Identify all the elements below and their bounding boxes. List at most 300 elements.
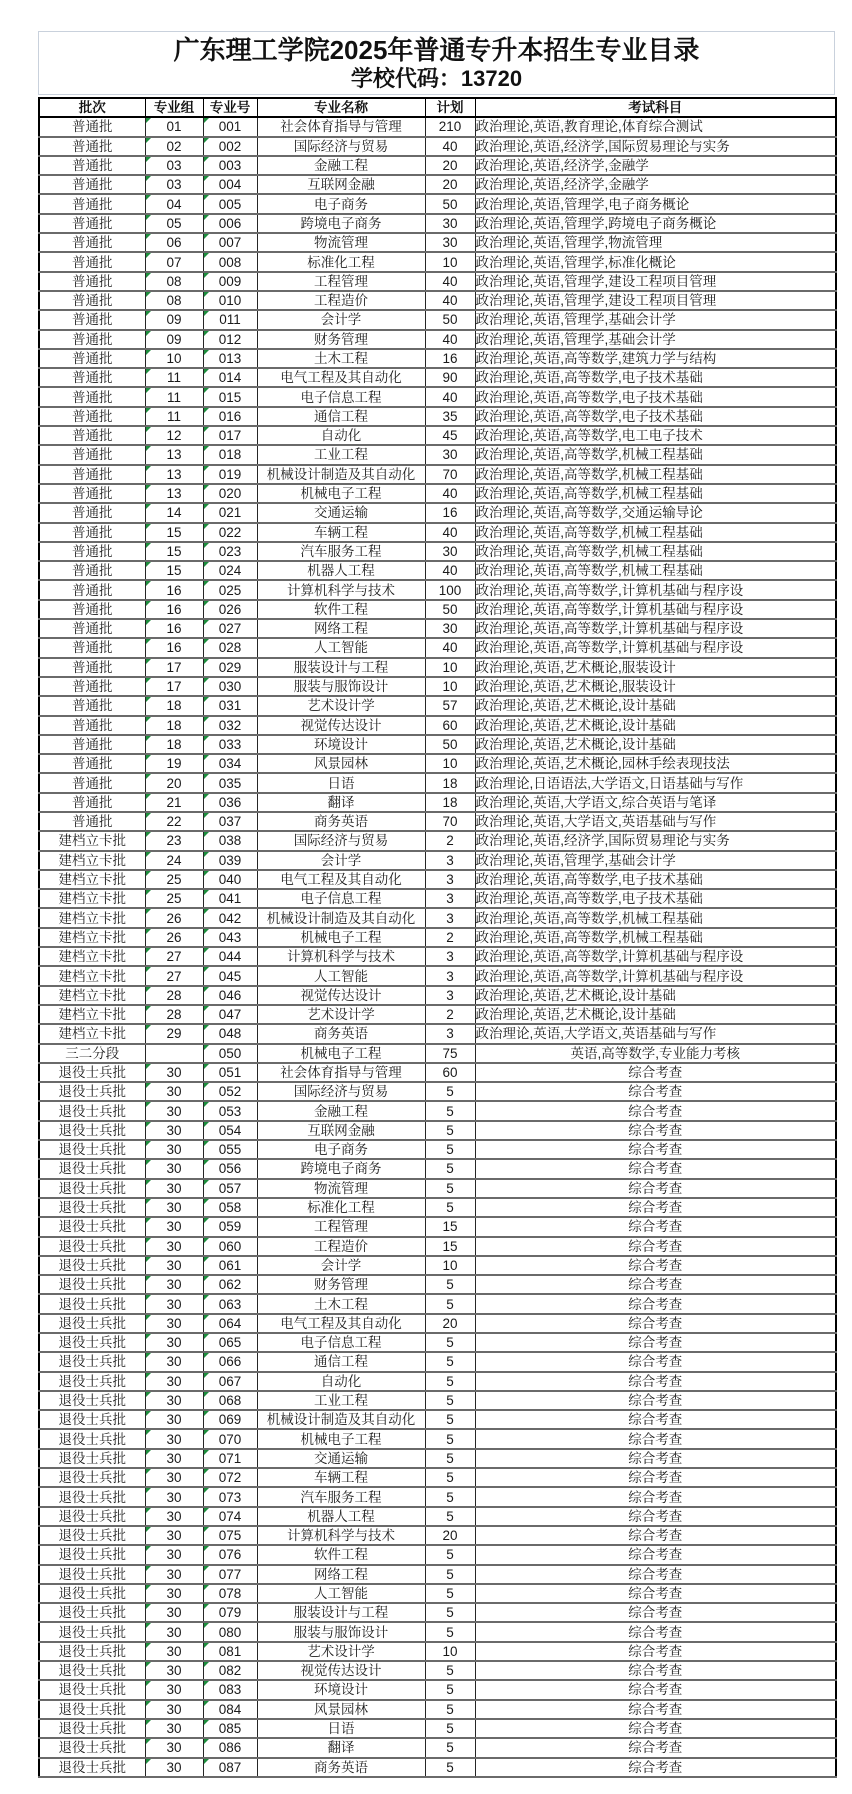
cell-major-number: 054: [203, 1121, 257, 1140]
table-row: [39, 523, 836, 542]
cell-major-number: 038: [203, 831, 257, 850]
cell-batch: 退役士兵批: [39, 1063, 145, 1082]
cell-major-group: 18: [145, 716, 203, 735]
cell-batch: 普通批: [39, 156, 145, 175]
cell-major-name: 商务英语: [257, 812, 425, 831]
cell-exam-subjects: 综合考查: [475, 1719, 836, 1738]
excel-flag-triangle-icon: [204, 1295, 209, 1300]
cell-plan: 5: [425, 1333, 475, 1352]
catalog-table: [38, 97, 837, 1778]
excel-flag-triangle-icon: [204, 678, 209, 683]
excel-flag-triangle-icon: [204, 273, 209, 278]
excel-flag-triangle-icon: [146, 331, 151, 336]
cell-plan: 20: [425, 156, 475, 175]
cell-batch: 退役士兵批: [39, 1507, 145, 1526]
cell-plan: 40: [425, 523, 475, 542]
col-header-major-name: 专业名称: [257, 98, 425, 117]
cell-major-group: 30: [145, 1372, 203, 1391]
excel-flag-triangle-icon: [204, 1720, 209, 1725]
cell-major-number: 023: [203, 542, 257, 561]
cell-plan: 50: [425, 600, 475, 619]
cell-exam-subjects: 政治理论,英语,高等数学,计算机基础与程序设: [475, 600, 836, 619]
table-row: [39, 1179, 836, 1198]
table-row: [39, 1005, 836, 1024]
excel-flag-triangle-icon: [204, 909, 209, 914]
cell-major-number: 076: [203, 1545, 257, 1564]
cell-major-group: 30: [145, 1237, 203, 1256]
cell-batch: 退役士兵批: [39, 1082, 145, 1101]
excel-flag-triangle-icon: [146, 1411, 151, 1416]
table-row: [39, 947, 836, 966]
cell-major-group: 13: [145, 465, 203, 484]
col-header-exam-subjects: 考试科目: [475, 98, 836, 117]
cell-exam-subjects: 政治理论,英语,高等数学,计算机基础与程序设: [475, 619, 836, 638]
excel-flag-triangle-icon: [146, 1623, 151, 1628]
excel-flag-triangle-icon: [204, 1353, 209, 1358]
excel-flag-triangle-icon: [146, 504, 151, 509]
cell-plan: 210: [425, 117, 475, 136]
excel-flag-triangle-icon: [204, 832, 209, 837]
cell-plan: 18: [425, 793, 475, 812]
cell-exam-subjects: 政治理论,英语,高等数学,机械工程基础: [475, 465, 836, 484]
excel-flag-triangle-icon: [204, 1662, 209, 1667]
cell-plan: 30: [425, 233, 475, 252]
cell-batch: 建档立卡批: [39, 986, 145, 1005]
cell-batch: 退役士兵批: [39, 1584, 145, 1603]
table-row: [39, 1044, 836, 1063]
excel-flag-triangle-icon: [146, 253, 151, 258]
cell-major-number: 001: [203, 117, 257, 136]
cell-batch: 退役士兵批: [39, 1487, 145, 1506]
excel-flag-triangle-icon: [146, 1720, 151, 1725]
cell-batch: 普通批: [39, 600, 145, 619]
cell-major-group: 15: [145, 523, 203, 542]
cell-batch: 退役士兵批: [39, 1333, 145, 1352]
table-row: [39, 542, 836, 561]
cell-major-name: 土木工程: [257, 349, 425, 368]
cell-major-number: 006: [203, 214, 257, 233]
cell-batch: 退役士兵批: [39, 1526, 145, 1545]
table-row: [39, 1661, 836, 1680]
excel-flag-triangle-icon: [146, 1450, 151, 1455]
cell-batch: 退役士兵批: [39, 1622, 145, 1641]
cell-plan: 75: [425, 1044, 475, 1063]
cell-exam-subjects: 综合考查: [475, 1622, 836, 1641]
cell-plan: 15: [425, 1237, 475, 1256]
cell-exam-subjects: 综合考查: [475, 1352, 836, 1371]
cell-plan: 5: [425, 1507, 475, 1526]
cell-batch: 普通批: [39, 137, 145, 156]
cell-major-number: 050: [203, 1044, 257, 1063]
cell-major-name: 软件工程: [257, 600, 425, 619]
cell-exam-subjects: 政治理论,英语,大学语文,综合英语与笔译: [475, 793, 836, 812]
cell-exam-subjects: 综合考查: [475, 1603, 836, 1622]
cell-major-number: 060: [203, 1237, 257, 1256]
excel-flag-triangle-icon: [204, 1025, 209, 1030]
excel-flag-triangle-icon: [146, 755, 151, 760]
cell-exam-subjects: 综合考查: [475, 1429, 836, 1448]
cell-batch: 普通批: [39, 349, 145, 368]
cell-batch: 退役士兵批: [39, 1545, 145, 1564]
cell-major-group: 03: [145, 175, 203, 194]
excel-flag-triangle-icon: [146, 620, 151, 625]
cell-major-group: 30: [145, 1333, 203, 1352]
cell-plan: 40: [425, 330, 475, 349]
cell-plan: 3: [425, 966, 475, 985]
table-row: [39, 1468, 836, 1487]
excel-flag-triangle-icon: [146, 292, 151, 297]
cell-major-group: 05: [145, 214, 203, 233]
excel-flag-triangle-icon: [204, 1450, 209, 1455]
cell-major-name: 商务英语: [257, 1758, 425, 1777]
excel-flag-triangle-icon: [204, 331, 209, 336]
cell-batch: 普通批: [39, 793, 145, 812]
cell-major-number: 039: [203, 851, 257, 870]
col-header-plan: 计划: [425, 98, 475, 117]
cell-major-name: 汽车服务工程: [257, 542, 425, 561]
cell-major-group: 30: [145, 1545, 203, 1564]
cell-plan: 40: [425, 137, 475, 156]
table-row: [39, 1237, 836, 1256]
excel-flag-triangle-icon: [204, 427, 209, 432]
cell-major-group: 19: [145, 754, 203, 773]
cell-exam-subjects: 政治理论,英语,高等数学,机械工程基础: [475, 445, 836, 464]
cell-major-number: 055: [203, 1140, 257, 1159]
cell-plan: 40: [425, 291, 475, 310]
cell-major-name: 软件工程: [257, 1545, 425, 1564]
cell-major-name: 交通运输: [257, 503, 425, 522]
cell-major-group: 30: [145, 1314, 203, 1333]
table-row: [39, 368, 836, 387]
cell-major-number: 007: [203, 233, 257, 252]
excel-flag-triangle-icon: [204, 717, 209, 722]
table-row: [39, 638, 836, 657]
cell-major-name: 车辆工程: [257, 523, 425, 542]
cell-major-name: 交通运输: [257, 1449, 425, 1468]
cell-major-group: 13: [145, 445, 203, 464]
cell-major-name: 艺术设计学: [257, 1005, 425, 1024]
cell-plan: 5: [425, 1661, 475, 1680]
cell-major-name: 机械设计制造及其自动化: [257, 1410, 425, 1429]
cell-major-number: 033: [203, 735, 257, 754]
cell-major-name: 机械电子工程: [257, 928, 425, 947]
cell-batch: 普通批: [39, 252, 145, 271]
cell-major-name: 商务英语: [257, 1024, 425, 1043]
table-row: [39, 1159, 836, 1178]
cell-batch: 退役士兵批: [39, 1603, 145, 1622]
cell-major-number: 073: [203, 1487, 257, 1506]
excel-flag-triangle-icon: [204, 929, 209, 934]
cell-plan: 16: [425, 349, 475, 368]
cell-major-group: 30: [145, 1700, 203, 1719]
cell-major-number: 084: [203, 1700, 257, 1719]
cell-exam-subjects: 政治理论,英语,管理学,建设工程项目管理: [475, 272, 836, 291]
table-row: [39, 484, 836, 503]
excel-flag-triangle-icon: [204, 176, 209, 181]
excel-flag-triangle-icon: [204, 485, 209, 490]
cell-major-group: 30: [145, 1584, 203, 1603]
excel-flag-triangle-icon: [146, 273, 151, 278]
cell-major-name: 自动化: [257, 426, 425, 445]
cell-major-name: 服装设计与工程: [257, 1603, 425, 1622]
excel-flag-triangle-icon: [146, 967, 151, 972]
table-row: [39, 1622, 836, 1641]
table-row: [39, 291, 836, 310]
table-row: [39, 1275, 836, 1294]
excel-flag-triangle-icon: [204, 1141, 209, 1146]
cell-major-number: 012: [203, 330, 257, 349]
cell-major-group: 03: [145, 156, 203, 175]
excel-flag-triangle-icon: [146, 524, 151, 529]
excel-flag-triangle-icon: [146, 1160, 151, 1165]
cell-exam-subjects: 政治理论,英语,高等数学,计算机基础与程序设: [475, 947, 836, 966]
table-row: [39, 716, 836, 735]
cell-exam-subjects: 政治理论,英语,管理学,电子商务概论: [475, 194, 836, 213]
cell-plan: 57: [425, 696, 475, 715]
table-row: [39, 503, 836, 522]
cell-major-number: 027: [203, 619, 257, 638]
cell-major-number: 075: [203, 1526, 257, 1545]
table-row: [39, 1700, 836, 1719]
cell-major-group: 30: [145, 1159, 203, 1178]
cell-major-group: 30: [145, 1487, 203, 1506]
cell-major-name: 网络工程: [257, 1565, 425, 1584]
table-row: [39, 600, 836, 619]
cell-major-group: 28: [145, 1005, 203, 1024]
cell-plan: 5: [425, 1140, 475, 1159]
cell-batch: 退役士兵批: [39, 1391, 145, 1410]
excel-flag-triangle-icon: [146, 446, 151, 451]
cell-plan: 5: [425, 1179, 475, 1198]
cell-major-number: 009: [203, 272, 257, 291]
excel-flag-triangle-icon: [204, 215, 209, 220]
cell-major-name: 财务管理: [257, 330, 425, 349]
cell-batch: 普通批: [39, 542, 145, 561]
excel-flag-triangle-icon: [204, 1469, 209, 1474]
excel-flag-triangle-icon: [146, 176, 151, 181]
cell-exam-subjects: 综合考查: [475, 1101, 836, 1120]
cell-exam-subjects: 政治理论,英语,高等数学,计算机基础与程序设: [475, 638, 836, 657]
excel-flag-triangle-icon: [146, 1566, 151, 1571]
cell-exam-subjects: 政治理论,英语,经济学,国际贸易理论与实务: [475, 137, 836, 156]
cell-major-name: 跨境电子商务: [257, 1159, 425, 1178]
cell-major-group: 14: [145, 503, 203, 522]
cell-major-number: 030: [203, 677, 257, 696]
cell-major-group: 08: [145, 272, 203, 291]
excel-flag-triangle-icon: [146, 890, 151, 895]
cell-major-number: 031: [203, 696, 257, 715]
table-row: [39, 619, 836, 638]
cell-exam-subjects: 政治理论,英语,经济学,国际贸易理论与实务: [475, 831, 836, 850]
cell-major-number: 037: [203, 812, 257, 831]
cell-major-name: 计算机科学与技术: [257, 947, 425, 966]
cell-major-name: 国际经济与贸易: [257, 137, 425, 156]
cell-major-group: 30: [145, 1680, 203, 1699]
cell-major-number: 061: [203, 1256, 257, 1275]
excel-flag-triangle-icon: [146, 1006, 151, 1011]
cell-exam-subjects: 政治理论,英语,经济学,金融学: [475, 175, 836, 194]
cell-exam-subjects: 政治理论,英语,教育理论,体育综合测试: [475, 117, 836, 136]
cell-major-group: 02: [145, 137, 203, 156]
excel-flag-triangle-icon: [204, 1238, 209, 1243]
table-row: [39, 986, 836, 1005]
cell-major-name: 跨境电子商务: [257, 214, 425, 233]
cell-major-name: 计算机科学与技术: [257, 1526, 425, 1545]
cell-exam-subjects: 政治理论,英语,艺术概论,设计基础: [475, 696, 836, 715]
excel-flag-triangle-icon: [146, 774, 151, 779]
cell-major-name: 视觉传达设计: [257, 986, 425, 1005]
cell-plan: 30: [425, 542, 475, 561]
cell-batch: 退役士兵批: [39, 1314, 145, 1333]
cell-exam-subjects: 政治理论,英语,高等数学,电子技术基础: [475, 889, 836, 908]
cell-exam-subjects: 综合考查: [475, 1700, 836, 1719]
cell-exam-subjects: 政治理论,英语,大学语文,英语基础与写作: [475, 1024, 836, 1043]
excel-flag-triangle-icon: [204, 1566, 209, 1571]
cell-exam-subjects: 综合考查: [475, 1526, 836, 1545]
col-header-major-group: 专业组: [145, 98, 203, 117]
cell-major-group: 30: [145, 1121, 203, 1140]
cell-exam-subjects: 综合考查: [475, 1140, 836, 1159]
cell-plan: 3: [425, 908, 475, 927]
cell-major-group: 18: [145, 735, 203, 754]
cell-batch: 普通批: [39, 658, 145, 677]
excel-flag-triangle-icon: [204, 1083, 209, 1088]
col-header-batch: 批次: [39, 98, 145, 117]
table-row: [39, 194, 836, 213]
cell-batch: 退役士兵批: [39, 1294, 145, 1313]
table-row: [39, 214, 836, 233]
cell-exam-subjects: 政治理论,英语,高等数学,交通运输导论: [475, 503, 836, 522]
table-row: [39, 812, 836, 831]
excel-flag-triangle-icon: [204, 890, 209, 895]
cell-exam-subjects: 综合考查: [475, 1661, 836, 1680]
cell-exam-subjects: 政治理论,英语,管理学,基础会计学: [475, 310, 836, 329]
cell-major-group: 28: [145, 986, 203, 1005]
cell-major-name: 电气工程及其自动化: [257, 368, 425, 387]
cell-batch: 普通批: [39, 677, 145, 696]
table-row: [39, 889, 836, 908]
cell-major-group: 30: [145, 1410, 203, 1429]
excel-flag-triangle-icon: [146, 736, 151, 741]
excel-flag-triangle-icon: [146, 948, 151, 953]
cell-major-number: 053: [203, 1101, 257, 1120]
cell-major-name: 机械电子工程: [257, 484, 425, 503]
cell-major-group: 30: [145, 1275, 203, 1294]
excel-flag-triangle-icon: [204, 1276, 209, 1281]
excel-flag-triangle-icon: [204, 350, 209, 355]
cell-batch: 建档立卡批: [39, 889, 145, 908]
excel-flag-triangle-icon: [146, 215, 151, 220]
cell-exam-subjects: 综合考查: [475, 1198, 836, 1217]
cell-batch: 普通批: [39, 716, 145, 735]
cell-major-group: 23: [145, 831, 203, 850]
excel-flag-triangle-icon: [146, 369, 151, 374]
cell-plan: 10: [425, 1256, 475, 1275]
cell-major-group: 30: [145, 1256, 203, 1275]
excel-flag-triangle-icon: [204, 967, 209, 972]
cell-major-name: 金融工程: [257, 1101, 425, 1120]
excel-flag-triangle-icon: [204, 948, 209, 953]
excel-flag-triangle-icon: [204, 581, 209, 586]
cell-major-number: 064: [203, 1314, 257, 1333]
cell-batch: 普通批: [39, 735, 145, 754]
cell-plan: 5: [425, 1391, 475, 1410]
table-row: [39, 1410, 836, 1429]
excel-flag-triangle-icon: [146, 543, 151, 548]
cell-major-number: 051: [203, 1063, 257, 1082]
excel-flag-triangle-icon: [146, 1064, 151, 1069]
excel-flag-triangle-icon: [204, 697, 209, 702]
cell-plan: 5: [425, 1603, 475, 1622]
cell-batch: 退役士兵批: [39, 1256, 145, 1275]
cell-major-name: 物流管理: [257, 233, 425, 252]
cell-exam-subjects: 政治理论,英语,艺术概论,设计基础: [475, 1005, 836, 1024]
cell-major-number: 016: [203, 407, 257, 426]
cell-major-number: 057: [203, 1179, 257, 1198]
cell-exam-subjects: 政治理论,英语,高等数学,电子技术基础: [475, 368, 836, 387]
excel-flag-triangle-icon: [204, 543, 209, 548]
cell-exam-subjects: 综合考查: [475, 1159, 836, 1178]
cell-major-number: 085: [203, 1719, 257, 1738]
cell-major-name: 机械设计制造及其自动化: [257, 465, 425, 484]
excel-flag-triangle-icon: [146, 1102, 151, 1107]
cell-plan: 3: [425, 870, 475, 889]
cell-major-name: 工程管理: [257, 272, 425, 291]
table-row: [39, 677, 836, 696]
cell-major-number: 044: [203, 947, 257, 966]
cell-major-number: 003: [203, 156, 257, 175]
cell-batch: 建档立卡批: [39, 928, 145, 947]
cell-batch: 普通批: [39, 696, 145, 715]
cell-major-name: 翻译: [257, 793, 425, 812]
cell-major-group: 24: [145, 851, 203, 870]
title-block: [38, 31, 835, 95]
cell-batch: 建档立卡批: [39, 870, 145, 889]
excel-flag-triangle-icon: [146, 466, 151, 471]
cell-batch: 退役士兵批: [39, 1275, 145, 1294]
cell-plan: 50: [425, 735, 475, 754]
cell-major-group: 17: [145, 658, 203, 677]
table-row: [39, 793, 836, 812]
excel-flag-triangle-icon: [204, 408, 209, 413]
cell-major-number: 069: [203, 1410, 257, 1429]
cell-exam-subjects: 综合考查: [475, 1410, 836, 1429]
cell-exam-subjects: 政治理论,英语,艺术概论,服装设计: [475, 677, 836, 696]
cell-major-group: 30: [145, 1468, 203, 1487]
cell-exam-subjects: 综合考查: [475, 1217, 836, 1236]
cell-exam-subjects: 政治理论,英语,高等数学,电子技术基础: [475, 870, 836, 889]
cell-batch: 普通批: [39, 330, 145, 349]
excel-flag-triangle-icon: [146, 929, 151, 934]
cell-major-number: 019: [203, 465, 257, 484]
cell-exam-subjects: 政治理论,英语,高等数学,机械工程基础: [475, 484, 836, 503]
cell-batch: 建档立卡批: [39, 908, 145, 927]
cell-plan: 5: [425, 1410, 475, 1429]
cell-batch: 退役士兵批: [39, 1179, 145, 1198]
excel-flag-triangle-icon: [146, 1430, 151, 1435]
cell-batch: 退役士兵批: [39, 1410, 145, 1429]
cell-plan: 3: [425, 1024, 475, 1043]
excel-flag-triangle-icon: [204, 1122, 209, 1127]
cell-plan: 5: [425, 1758, 475, 1777]
excel-flag-triangle-icon: [204, 601, 209, 606]
cell-batch: 普通批: [39, 272, 145, 291]
cell-major-number: 036: [203, 793, 257, 812]
excel-flag-triangle-icon: [146, 871, 151, 876]
cell-exam-subjects: 政治理论,英语,管理学,建设工程项目管理: [475, 291, 836, 310]
cell-exam-subjects: 综合考查: [475, 1372, 836, 1391]
cell-major-group: 16: [145, 600, 203, 619]
